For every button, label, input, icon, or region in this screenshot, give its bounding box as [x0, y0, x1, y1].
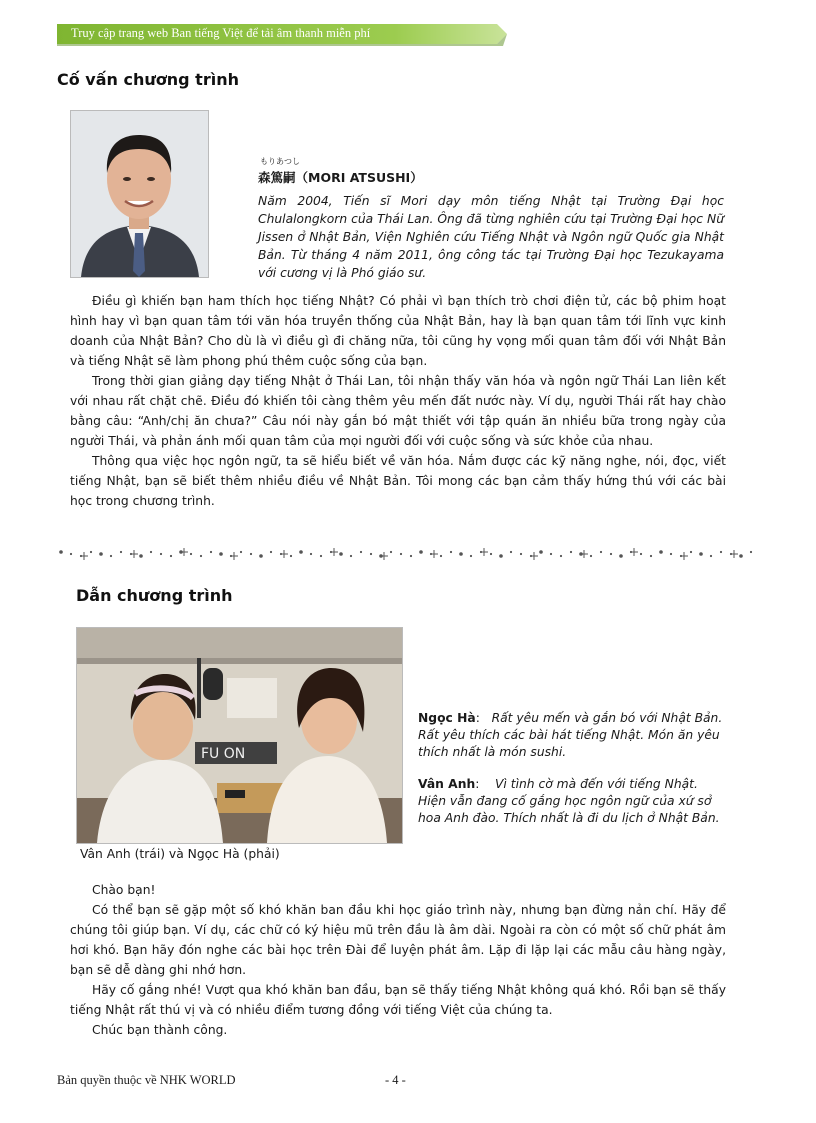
ornament-dot	[410, 555, 412, 557]
ornament-dot	[200, 555, 202, 557]
ornament-dot	[210, 551, 212, 553]
ornament-dot	[690, 551, 692, 553]
advisor-name-kanji: 森篤嗣	[258, 170, 296, 185]
ornament-dot	[139, 554, 143, 558]
ornament-dot	[150, 551, 152, 553]
advisor-body	[70, 291, 726, 511]
ornament-dot	[370, 553, 372, 555]
ornament-dot	[600, 551, 602, 553]
ornament-dot	[490, 553, 492, 555]
ornament-dot	[510, 551, 512, 553]
ornament-star	[130, 550, 138, 558]
ornament-star	[280, 550, 288, 558]
host-desc-van-anh: Vì tình cờ mà đến với tiếng Nhật. Hiện vẫn đang cố gắng học ngôn ngữ của xứ sở hoa Anh đào. Thích nhất là đi du lịch ở Nhật Bản.	[418, 777, 720, 825]
host-sep: :	[475, 777, 480, 791]
ornament-star	[430, 550, 438, 558]
ornament-dot	[670, 553, 672, 555]
ornament-dot	[400, 553, 402, 555]
ornament-dot	[240, 551, 242, 553]
advisor-heading: Cố vấn chương trình	[57, 70, 239, 89]
ornament-dot	[440, 555, 442, 557]
ornament-dot	[360, 551, 362, 553]
ornament-star	[730, 550, 738, 558]
advisor-paragraph: Thông qua việc học ngôn ngữ, ta sẽ hiểu biết về văn hóa. Nắm được các kỹ năng nghe, nói, đọc, viết tiếng Nhật, bạn sẽ biết thêm nhiều điều về Nhật Bản. Tôi mong các bạn cảm thấy hứng thú với các bài học trong chương trình.	[70, 454, 726, 508]
ornament-dot	[270, 551, 272, 553]
ornament-dot	[190, 553, 192, 555]
hosts-studio-icon	[77, 628, 402, 843]
ornament-dot	[90, 551, 92, 553]
ornament-dot	[520, 553, 522, 555]
ornament-dot	[720, 551, 722, 553]
hosts-photo	[76, 627, 403, 844]
host-bio-van-anh	[418, 776, 724, 827]
ornament-star	[530, 552, 538, 560]
hosts-paragraph: Chúc bạn thành công.	[92, 1023, 228, 1037]
ornament-dot	[320, 555, 322, 557]
ornament-divider	[57, 545, 757, 563]
ornament-star	[330, 548, 338, 556]
hosts-body	[70, 880, 726, 1040]
host-sep: :	[475, 711, 480, 725]
ornament-dot	[550, 553, 552, 555]
ornament-star	[580, 550, 588, 558]
ornament-star	[80, 552, 88, 560]
ornament-dot	[699, 552, 703, 556]
header-banner	[57, 22, 507, 46]
ornament-dot	[250, 553, 252, 555]
advisor-portrait-icon	[71, 111, 208, 277]
ornament-dot	[659, 550, 663, 554]
ornament-dot	[710, 555, 712, 557]
ornament-dot	[650, 555, 652, 557]
ornament-dot	[70, 553, 72, 555]
host-bio-ngoc-ha	[418, 710, 724, 761]
ornament-dot	[459, 552, 463, 556]
banner-text[interactable]: Truy cập trang web Ban tiếng Việt để tải âm thanh miễn phí	[71, 26, 371, 40]
studio-sign: FU ON	[201, 746, 246, 762]
hosts-photo-caption: Vân Anh (trái) và Ngọc Hà (phải)	[80, 847, 280, 861]
hosts-paragraph: Có thể bạn sẽ gặp một số khó khăn ban đầu khi học giáo trình này, nhưng bạn đừng nản chí. Hãy để chúng tôi giúp bạn. Ví dụ, các chữ có ký hiệu mũ trên đầu là âm dài. Ngoài ra còn có một số chữ phát âm hơi khó. Bạn hãy đón nghe các bài học trên Đài để luyện phát âm. Lặp đi lặp lại các mẫu câu hàng ngày, bạn sẽ dễ dàng ghi nhớ hơn.	[70, 903, 726, 977]
ornament-dot	[450, 551, 452, 553]
ornament-dot	[219, 552, 223, 556]
ornament-dot	[99, 552, 103, 556]
host-desc-ngoc-ha: Rất yêu mến và gắn bó với Nhật Bản. Rất yêu thích các bài hát tiếng Nhật. Món ăn yêu thích nhất là món sushi.	[418, 711, 723, 759]
page-number: - 4 -	[385, 1073, 406, 1087]
advisor-photo	[70, 110, 209, 278]
ornament-dot	[610, 553, 612, 555]
ornament-dot	[570, 551, 572, 553]
host-name-ngoc-ha: Ngọc Hà	[418, 711, 476, 725]
ornament-dot	[259, 554, 263, 558]
ornament-dot	[539, 550, 543, 554]
hosts-paragraph: Chào bạn!	[92, 883, 156, 897]
ornament-dot	[640, 553, 642, 555]
ornament-dot	[160, 553, 162, 555]
ornament-star	[230, 552, 238, 560]
host-name-van-anh: Vân Anh	[418, 777, 476, 791]
hosts-paragraph: Hãy cố gắng nhé! Vượt qua khó khăn ban đầu, bạn sẽ thấy tiếng Nhật không quá khó. Rồi bạn sẽ thấy tiếng Nhật rất thú vị và có nhiều điểm tương đồng với tiếng Việt của chúng ta.	[70, 983, 726, 1017]
ornament-dot	[170, 555, 172, 557]
ornament-star	[680, 552, 688, 560]
advisor-name-ruby: もりあつし	[260, 157, 300, 166]
ornament-dot	[739, 554, 743, 558]
ornament-star	[380, 552, 388, 560]
ornament-dot	[299, 550, 303, 554]
ornament-dot	[419, 550, 423, 554]
advisor-bio: Năm 2004, Tiến sĩ Mori dạy môn tiếng Nhật tại Trường Đại học Chulalongkorn của Thái Lan. Ông đã từng nghiên cứu tại Trường Đại học Nữ Jissen ở Nhật Bản, Viện Nghiên cứu Tiếng Nhật và Ngôn ngữ Quốc gia Nhật Bản. Từ tháng 4 năm 2011, ông công tác tại Trường Đại học Tezukayama với cương vị là Phó giáo sư.	[258, 194, 724, 280]
ornament-dot	[310, 553, 312, 555]
ornament-dot	[350, 555, 352, 557]
ornament-dot	[750, 551, 752, 553]
advisor-paragraph: Điều gì khiến bạn ham thích học tiếng Nhật? Có phải vì bạn thích trò chơi điện tử, các bộ phim hoạt hình hay vì bạn quan tâm tới văn hóa truyền thống của Nhật Bản, hay là bạn quan tâm tới lĩnh vực kinh doanh của Nhật Bản? Cho dù là vì điều gì đi chăng nữa, tôi cũng hy vọng mối quan tâm đối với Nhật Bản và tiếng Nhật sẽ làm phong phú thêm cuộc sống của bạn.	[70, 294, 726, 368]
hosts-heading: Dẫn chương trình	[76, 586, 233, 605]
advisor-paragraph: Trong thời gian giảng dạy tiếng Nhật ở Thái Lan, tôi nhận thấy văn hóa và ngôn ngữ Thái Lan liên kết với nhau rất chặt chẽ. Điều đó khiến tôi càng thêm yêu mến đất nước này. Ví dụ, người Thái rất hay chào bằng câu: “Anh/chị ăn chưa?” Câu nói này gắn bó mật thiết với tập quán ăn nhiều bữa trong ngày của người Thái, và phản ánh mối quan tâm của mọi người đối với cuộc sống và sức khỏe của nhau.	[70, 374, 726, 448]
ornament-dot	[590, 555, 592, 557]
ornament-dot	[499, 554, 503, 558]
ornament-star	[480, 548, 488, 556]
ornament-dot	[110, 555, 112, 557]
ornament-dot	[470, 555, 472, 557]
ornament-star	[180, 548, 188, 556]
advisor-name-latin: （MORI ATSUSHI）	[295, 170, 423, 185]
ornament-dot	[339, 552, 343, 556]
ornament-dot	[120, 551, 122, 553]
ornament-dot	[59, 550, 63, 554]
ornament-dot	[390, 551, 392, 553]
advisor-name	[258, 168, 423, 186]
ornament-dot	[560, 555, 562, 557]
footer-copyright: Bản quyền thuộc về NHK WORLD	[57, 1073, 236, 1087]
ornament-dot	[290, 555, 292, 557]
ornament-dot	[619, 554, 623, 558]
ornament-star	[630, 548, 638, 556]
